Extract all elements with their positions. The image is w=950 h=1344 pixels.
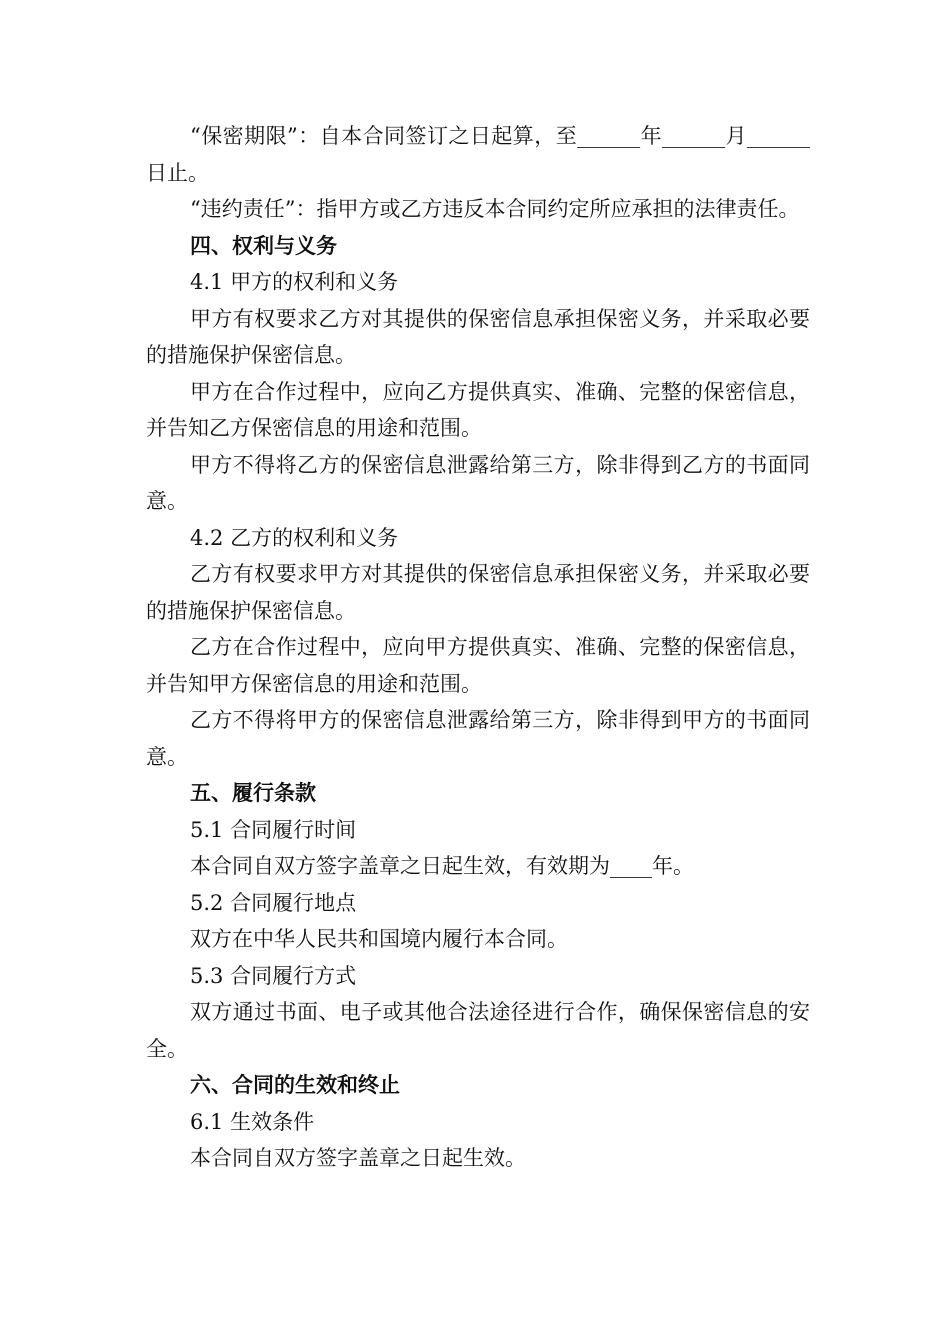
paragraph-4-2-b: 乙方在合作过程中，应向甲方提供真实、准确、完整的保密信息，并告知甲方保密信息的用途和范围。 xyxy=(146,635,810,696)
subsection-5-2: 5.2 合同履行地点 xyxy=(190,890,357,915)
paragraph-6-1: 本合同自双方签字盖章之日起生效。 xyxy=(190,1146,526,1170)
breach-liability-paragraph: “违约责任”：指甲方或乙方违反本合同约定所应承担的法律责任。 xyxy=(190,197,800,221)
section-heading-6: 六、合同的生效和终止 xyxy=(190,1073,400,1097)
subsection-5-1: 5.1 合同履行时间 xyxy=(190,817,357,842)
section-heading-5: 五、履行条款 xyxy=(190,781,316,805)
paragraph-4-1-c: 甲方不得将乙方的保密信息泄露给第三方，除非得到乙方的书面同意。 xyxy=(146,452,810,513)
subsection-4-2: 4.2 乙方的权利和义务 xyxy=(190,525,399,550)
subsection-5-3: 5.3 合同履行方式 xyxy=(190,963,357,988)
paragraph-4-2-c: 乙方不得将甲方的保密信息泄露给第三方，除非得到甲方的书面同意。 xyxy=(146,708,810,769)
subsection-4-1: 4.1 甲方的权利和义务 xyxy=(190,270,399,294)
document-page xyxy=(146,118,810,1177)
paragraph-5-1: 本合同自双方签字盖章之日起生效，有效期为____年。 xyxy=(190,854,694,878)
paragraph-4-2-a: 乙方有权要求甲方对其提供的保密信息承担保密义务，并采取必要的措施保护保密信息。 xyxy=(146,562,810,623)
subsection-6-1: 6.1 生效条件 xyxy=(190,1109,315,1134)
paragraph-4-1-b: 甲方在合作过程中，应向乙方提供真实、准确、完整的保密信息，并告知乙方保密信息的用途和范围。 xyxy=(146,379,810,440)
paragraph-5-2: 双方在中华人民共和国境内履行本合同。 xyxy=(190,927,568,951)
paragraph-5-3: 双方通过书面、电子或其他合法途径进行合作，确保保密信息的安全。 xyxy=(146,1000,810,1061)
confidentiality-period-paragraph: “保密期限”：自本合同签订之日起算，至______年______月______日止。 xyxy=(146,124,810,185)
paragraph-4-1-a: 甲方有权要求乙方对其提供的保密信息承担保密义务，并采取必要的措施保护保密信息。 xyxy=(146,306,810,367)
section-heading-4: 四、权利与义务 xyxy=(190,233,337,258)
